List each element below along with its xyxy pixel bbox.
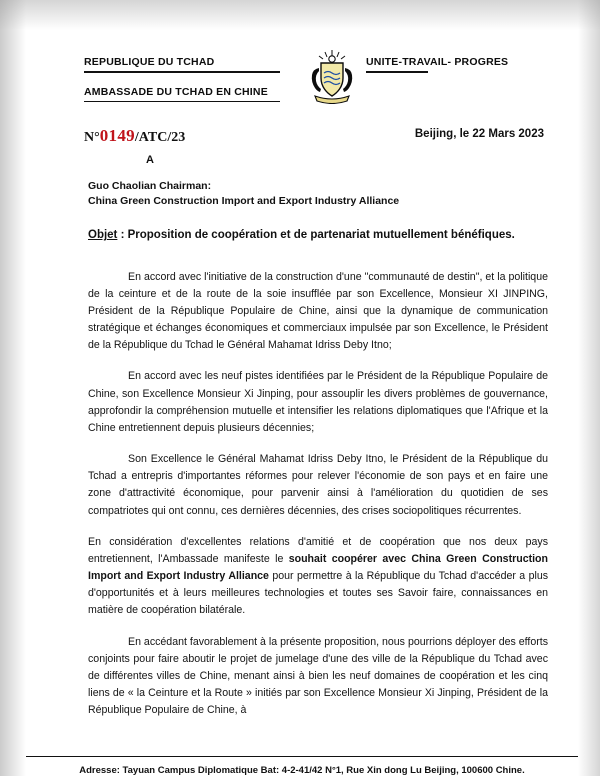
addressee-block: [88, 179, 578, 209]
reference-line: [26, 126, 578, 150]
letterhead: [26, 46, 578, 112]
addressee-organization: China Green Construction Import and Export Industry Alliance: [88, 195, 400, 208]
addressee-name: Guo Chaolian Chairman:: [88, 180, 212, 192]
reference-number: [84, 126, 185, 146]
republic-underline: [84, 71, 280, 73]
footer-address: Adresse: Tayuan Campus Diplomatique Bat: 4-2-41/42 N°1, Rue Xin dong Lu Beijing, 100600 Chine.: [79, 765, 525, 776]
page-top-shadow: [0, 0, 600, 30]
place-date: Beijing, le 22 Mars 2023: [414, 128, 544, 140]
motto-underline: [366, 71, 428, 73]
paragraph-5: En accédant favorablement à la présente proposition, nous pourrions déployer des efforts conjoints pour faire aboutir le projet de jumelage d'une des ville de la République du Tchad avec de différentes villes de Chine, menant ainsi à bien les neuf domaines de coopération et les cinq liens de « la Ceinture et la Route » initiés par son Excellence Monsieur Xi Jinping, Président de la République Populaire de Chine, à: [88, 635, 548, 717]
paragraph-4-before: En considération d'excellentes relations d'amitié et de coopération que nos deux pays entretiennent, l'Ambassade manifeste le: [88, 535, 548, 565]
letterhead-right: [366, 56, 556, 73]
subject-label: Objet: [88, 229, 118, 242]
paragraph-1: En accord avec l'initiative de la construction d'une "communauté de destin", et la politique de la ceinture et de la route de la soie insufflée par son Excellence, Monsieur XI JINPING, Président de la République Populaire de Chine, ainsi que la dynamique de communication stratégique et échanges économiques et commerciaux impulsée par son Excellence, le Président de la République du Tchad le Général Mahamat Idriss Deby Itno;: [88, 270, 548, 352]
paragraph-4: [88, 534, 548, 620]
reference-prefix: N°: [84, 130, 100, 145]
subject-line: [88, 227, 558, 244]
embassy-title: AMBASSADE DU TCHAD EN CHINE: [84, 85, 268, 98]
document-sheet: [26, 30, 578, 776]
reference-number-value: 0149: [99, 126, 135, 145]
subject-text: : Proposition de coopération et de partenariat mutuellement bénéfiques.: [117, 229, 515, 242]
paragraph-4-highlight: souhait coopérer avec China Green Construction Import and Export Industry Alliance: [88, 552, 548, 583]
paragraph-4-after: pour permettre à la République du Tchad d'accéder a plus d'opportunités et à leurs meilleures technologies et toutes ses Savoir faire, connaissances en matière de coopération bilatérale.: [88, 570, 549, 617]
embassy-underline: [84, 101, 280, 103]
page-footer: [26, 756, 578, 776]
to-marker: A: [146, 154, 154, 166]
motto-title: UNITE-TRAVAIL- PROGRES: [366, 56, 509, 68]
letterhead-left: [84, 56, 299, 102]
paragraph-2: En accord avec les neuf pistes identifiées par le Président de la République Populaire de Chine, son Excellence Monsieur Xi Jinping, pour assouplir les divers problèmes de gouvernance, approfondir la compréhension mutuelle et intensifier les relations diplomatiques que l'Afrique et la Chine entretiennent depuis plusieurs décennies;: [88, 370, 548, 434]
paragraph-3: Son Excellence le Général Mahamat Idriss Deby Itno, le Président de la République du Tchad a entrepris d'importantes réformes pour relever l'économie de son pays et en faire une zone d'attractivité économique, pour parvenir ainsi à l'amélioration du quotidien de ses compatriotes qui ont connu, ces dernières décennies, des crises sociopolitiques récurrentes.: [88, 453, 548, 517]
chad-coat-of-arms-icon: [303, 48, 361, 104]
republic-title: REPUBLIQUE DU TCHAD: [84, 56, 215, 68]
letter-body: [88, 269, 548, 720]
reference-suffix: /ATC/23: [134, 130, 186, 145]
